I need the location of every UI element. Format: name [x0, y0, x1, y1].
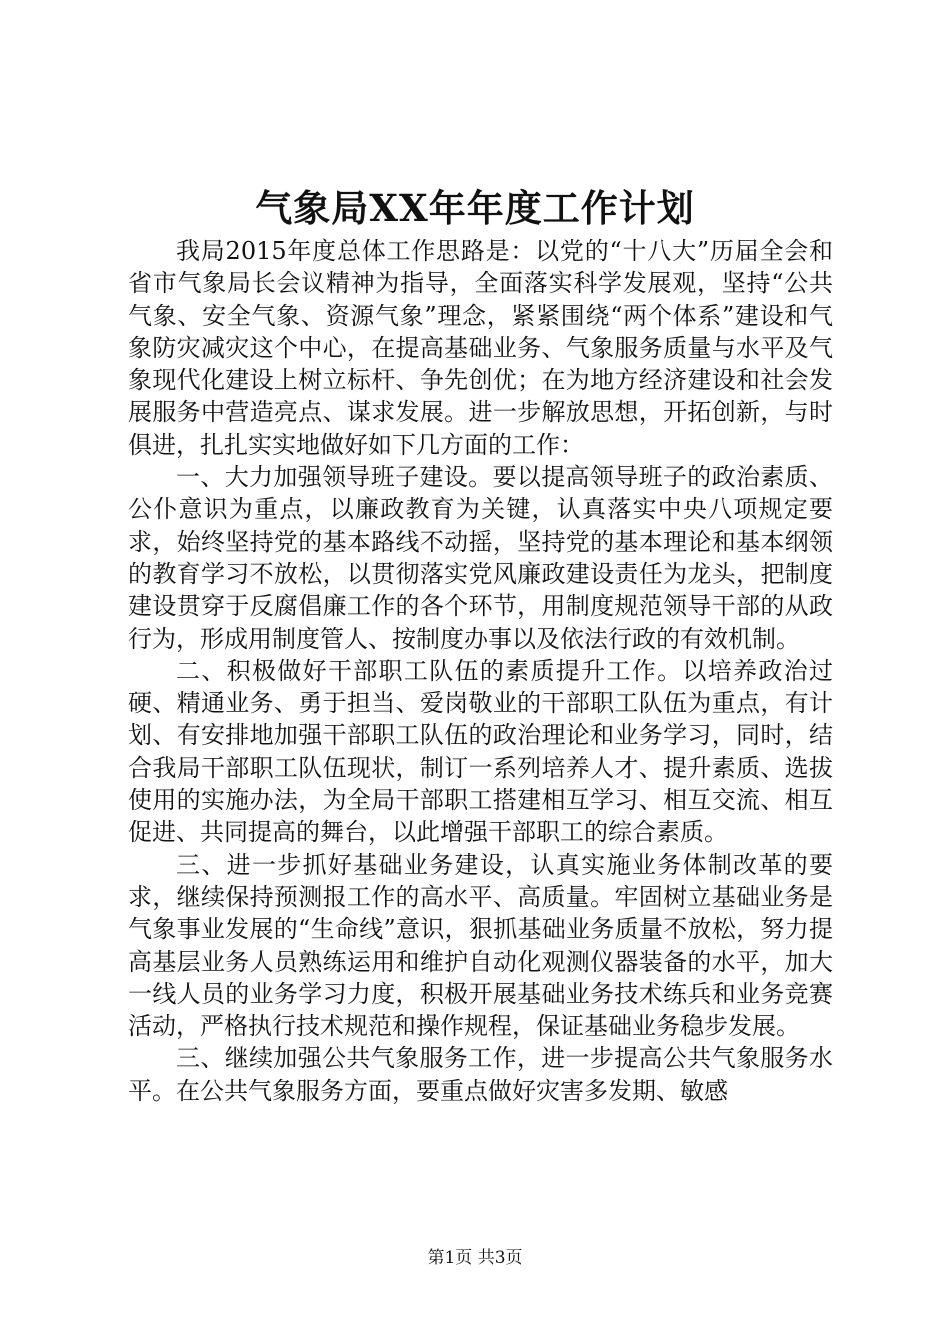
paragraph-public-service: 三、继续加强公共气象服务工作，进一步提高公共气象服务水平。在公共气象服务方面，要重点做好灾害多发期、敏感 [128, 1044, 833, 1105]
paragraph-leadership: 一、大力加强领导班子建设。要以提高领导班子的政治素质、公仆意识为重点，以廉政教育为关键，认真落实中央八项规定要求，始终坚持党的基本路线不动摇，坚持党的基本理论和基本纲领的教育学习不放松，以贯彻落实党风廉政建设责任为龙头，把制度建设贯穿于反腐倡廉工作的各个环节，用制度规范领导干部的从政行为，形成用制度管人、按制度办事以及依法行政的有效机制。 [128, 463, 833, 653]
page-number-footer: 第1页 共3页 [427, 1248, 523, 1268]
paragraph-staff-quality: 二、积极做好干部职工队伍的素质提升工作。以培养政治过硬、精通业务、勇于担当、爱岗敬业的干部职工队伍为重点，有计划、有安排地加强干部职工队伍的政治理论和业务学习，同时，结合我局干部职工队伍现状，制订一系列培养人才、提升素质、选拔使用的实施办法，为全局干部职工搭建相互学习、相互交流、相互促进、共同提高的舞台，以此增强干部职工的综合素质。 [128, 656, 833, 847]
paragraph-intro: 我局2015年度总体工作思路是：以党的“十八大”历届全会和省市气象局长会议精神为指导，全面落实科学发展观，坚持“公共气象、安全气象、资源气象”理念，紧紧围绕“两个体系”建设和气象防灾减灾这个中心，在提高基础业务、气象服务质量与水平及气象现代化建设上树立标杆、争先创优；在为地方经济建设和社会发展服务中营造亮点、谋求发展。进一步解放思想，开拓创新，与时俱进，扎扎实实地做好如下几方面的工作： [128, 237, 833, 459]
document-body [128, 235, 833, 1107]
paragraph-basic-business: 三、进一步抓好基础业务建设，认真实施业务体制改革的要求，继续保持预测报工作的高水平、高质量。牢固树立基础业务是气象事业发展的“生命线”意识，狠抓基础业务质量不放松，努力提高基层业务人员熟练运用和维护自动化观测仪器装备的水平，加大一线人员的业务学习力度，积极开展基础业务技术练兵和业务竞赛活动，严格执行技术规范和操作规程，保证基础业务稳步发展。 [128, 850, 833, 1041]
document-title: 气象局XX年年度工作计划 [255, 186, 695, 230]
